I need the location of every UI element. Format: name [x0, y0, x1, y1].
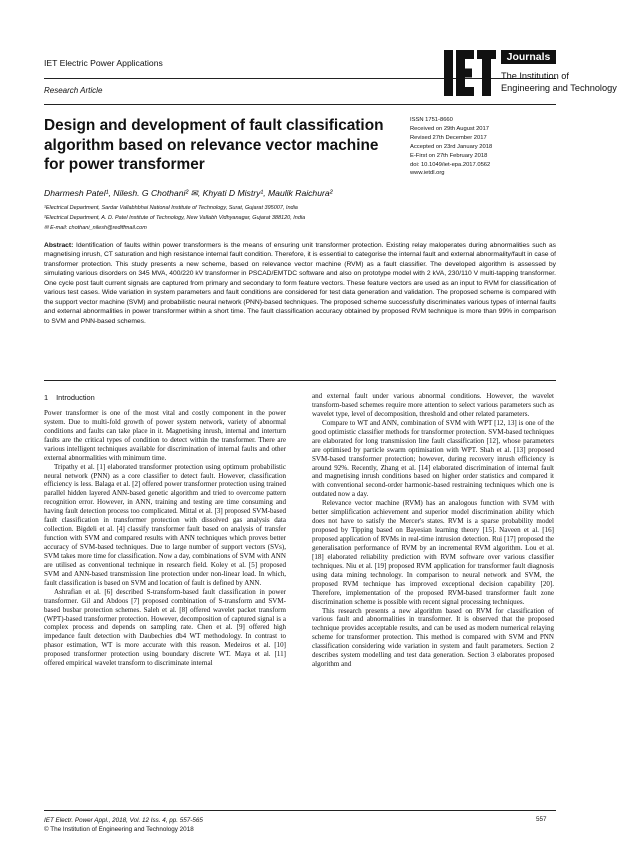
paragraph: Compare to WT and ANN, combination of SVM with WPT [12, 13] is one of the good optimistic classifier methods for transformer protection. SVM-based techniques are elaborated for long transmission line fault classification [12], whose parameters are optimised by particle swarm optimisation with WPT. Shah et al. [13] proposed SVM-based transformer protection; however, during recovery inrush efficiency is around 92%. Recently, Zhang et al. [14] elaborated discrimination of internal fault and magnetising inrush conditions based on higher order statistics and compared it with conventional second-order harmonic-based restraining techniques which one is outdated now a day.: [312, 418, 554, 499]
received-date: Received on 29th August 2017: [410, 125, 489, 132]
doi-link[interactable]: doi: 10.1049/iet-epa.2017.0562: [410, 161, 491, 168]
footer-citation: IET Electr. Power Appl., 2018, Vol. 12 Iss. 4, pp. 557-565: [44, 817, 203, 824]
logo-journals-label: Journals: [501, 50, 556, 64]
accepted-date: Accepted on 23rd January 2018: [410, 143, 493, 150]
header-rule-bottom: [44, 104, 556, 105]
abstract: [44, 241, 556, 326]
section-title: Introduction: [56, 393, 95, 402]
footer-copyright: © The Institution of Engineering and Technology 2018: [44, 826, 194, 833]
iet-logo-mark: [444, 50, 496, 96]
logo-line-1: The Institution of: [501, 71, 569, 81]
paragraph: This research presents a new algorithm based on RVM for classification of various fault and abnormalities in transformer. It is observed that the proposed technique provides acceptable results, and can be used as modern numerical relaying scheme for transformer protection. This method is compared with SVM and PNN classification considering wide variation in system and fault parameters. Section 2 describes system modelling and test data generation. Section 3 elaborates proposed algorithm and: [312, 606, 554, 669]
logo-line-2: Engineering and Technology: [501, 83, 617, 93]
body-column-right: [312, 392, 554, 669]
paragraph: Tripathy et al. [1] elaborated transformer protection using optimum probabilistic neural network (PNN) as a core classifier to detect fault. However, classification efficiency is less. Balaga et al. [2] offered power transformer protection using trained parallel hidden layered ANN-based genetic algorithm and tried to overcome pattern recognition error. However, in ANN, training and testing are time consuming and having fault detection process too complicated. Mittal et al. [3] proposed SVM-based fault classification in transformer protection with dissolved gas analysis data collection. Bigdeli et al. [4] classify transformer fault based on analysis of transfer function with SVM and compared results with ANN techniques which proves better accuracy of SVM-based techniques. Due to large number of support vectors (SVs), SVM takes more time for classification. Now a day, combinations of SVM with ANN are utilised as conventional technique in research field. Koley et al. [5] proposed SVM and ANN-based transmission line protection under non-linear load. In which, fault classification is based on SVM and location of fault is defined by ANN.: [44, 462, 286, 587]
page-number: 557: [536, 816, 547, 823]
abstract-label: Abstract:: [44, 242, 74, 249]
author-email[interactable]: ✉ E-mail: chothani_nilesh@rediffmail.com: [44, 225, 147, 231]
website-link[interactable]: www.ietdl.org: [410, 170, 445, 177]
iet-journals-logo: [444, 50, 617, 96]
body-column-left: [44, 394, 286, 668]
journal-name: IET Electric Power Applications: [44, 58, 163, 68]
article-metadata: [410, 116, 492, 178]
issn: ISSN 1751-8660: [410, 117, 453, 123]
footer-rule: [44, 810, 556, 811]
abstract-rule: [44, 380, 556, 381]
paragraph: Ashrafian et al. [6] described S-transform-based fault classification in power transformer. Gil and Abdoos [7] proposed combination of S-transform and SVM-based busbar protection schemes. Saleh et al. [8] offered wavelet packet transform (WPT)-based transformer protection. However, decomposition of captured signal is a complex process and depends on sampling rate. Chen et al. [9] offered high impedance fault detection with Daubechies db4 WT methodology. In contrast to phasor estimation, WT is more accurate with this reason. Medeiros et al. [10] proposed transformer protection using boundary discrete WT. Maya et al. [11] offered empirical wavelet transform to discriminate internal: [44, 587, 286, 668]
section-heading: [44, 394, 286, 403]
affiliation-1: ¹Electrical Department, Sardar Vallabhbhai National Institute of Technology, Surat, Gujarat 395007, India: [44, 205, 298, 211]
paragraph: and external fault under various abnormal conditions. However, the wavelet transform-based schemes require more attention to select various parameters such as wavelet type, level of decomposition, threshold and other related parameters.: [312, 392, 554, 418]
abstract-text: Identification of faults within power transformers is the means of ensuring unit transformer protection. Existing relay maloperates during abnormalities such as magnetising inrush, CT saturation and high resistance internal fault condition. Therefore, it is essential to categorise the internal fault and external abnormality/fault in case of transformer protection. This study presents a new scheme, based on relevance vector machine (RVM) as a fault classifier. The developed algorithm is assessed by simulating various disorders on 345 MVA, 400/220 kV transformer in PSCAD/EMTDC software and also on prototype model with 2 kVA, 230/110 V multi-tapping transformer. One cycle post fault current signals are captured from primary and secondary to form feature vectors. These feature vectors are used as an input to RVM for classification of various test cases. Wide variation in system parameters and fault conditions are considered for test data generation and validation. The proposed scheme is compared with the support vector machine (SVM) and probabilistic neural network (PNN)-based techniques. The proposed scheme successfully discriminates various types of internal faults and external abnormalities in power transformer within a short time. The fault classification accuracy obtained by proposed RVM technique is more than 99% in comparison to SVM and PNN-based schemes.: [44, 242, 556, 325]
article-type: Research Article: [44, 86, 103, 95]
efirst-date: E-First on 27th February 2018: [410, 152, 488, 159]
authors: Dharmesh Patel¹, Nilesh. G Chothani² ✉, Khyati D Mistry¹, Maulik Raichura²: [44, 188, 333, 198]
section-number: 1: [44, 393, 49, 402]
affiliation-2: ²Electrical Department, A. D. Patel Institute of Technology, New Vallabh Vidhyanagar, Gujarat 388120, India: [44, 215, 306, 221]
paragraph: Relevance vector machine (RVM) has an analogous function with SVM with better simplification achievement and superior model discrimination ability which does not have to satisfy the Mercer's states. RVM is a sparse probability model proposed by Tipping based on Bayesian learning theory [15]. Naveen et al. [16] proposed application of RVMs in real-time intrusion detection. Rui [17] proposed the generalisation performance of RVM by an incremental RVM algorithm. Lou et al. [18] elaborated reliability prediction with RVM software over various classifier techniques. Niu et al. [19] proposed RVM application for transformer fault diagnosis using data mining technology. In comparison to neural network and SVM, the proposed RVM technique has improved exceptional decision capability [20]. Therefore, implementation of the proposed RVM-based transformer fault zone discrimination scheme is possible with recent signal processing techniques.: [312, 499, 554, 606]
paper-title: Design and development of fault classification algorithm based on relevance vector machine for power transformer: [44, 117, 384, 173]
paragraph: Power transformer is one of the most vital and costly component in the power system. Due to multi-fold growth of power system network, variety of abnormal conditions and faults can take place in it. Magnetising inrush, internal and interturn faults are the critical types of condition to detect within the transformer. There are various intelligent techniques available for discrimination of internal faults and other external abnormalities with minimum time.: [44, 408, 286, 462]
footer-citation-block: [44, 816, 203, 834]
revised-date: Revised 27th December 2017: [410, 134, 487, 141]
